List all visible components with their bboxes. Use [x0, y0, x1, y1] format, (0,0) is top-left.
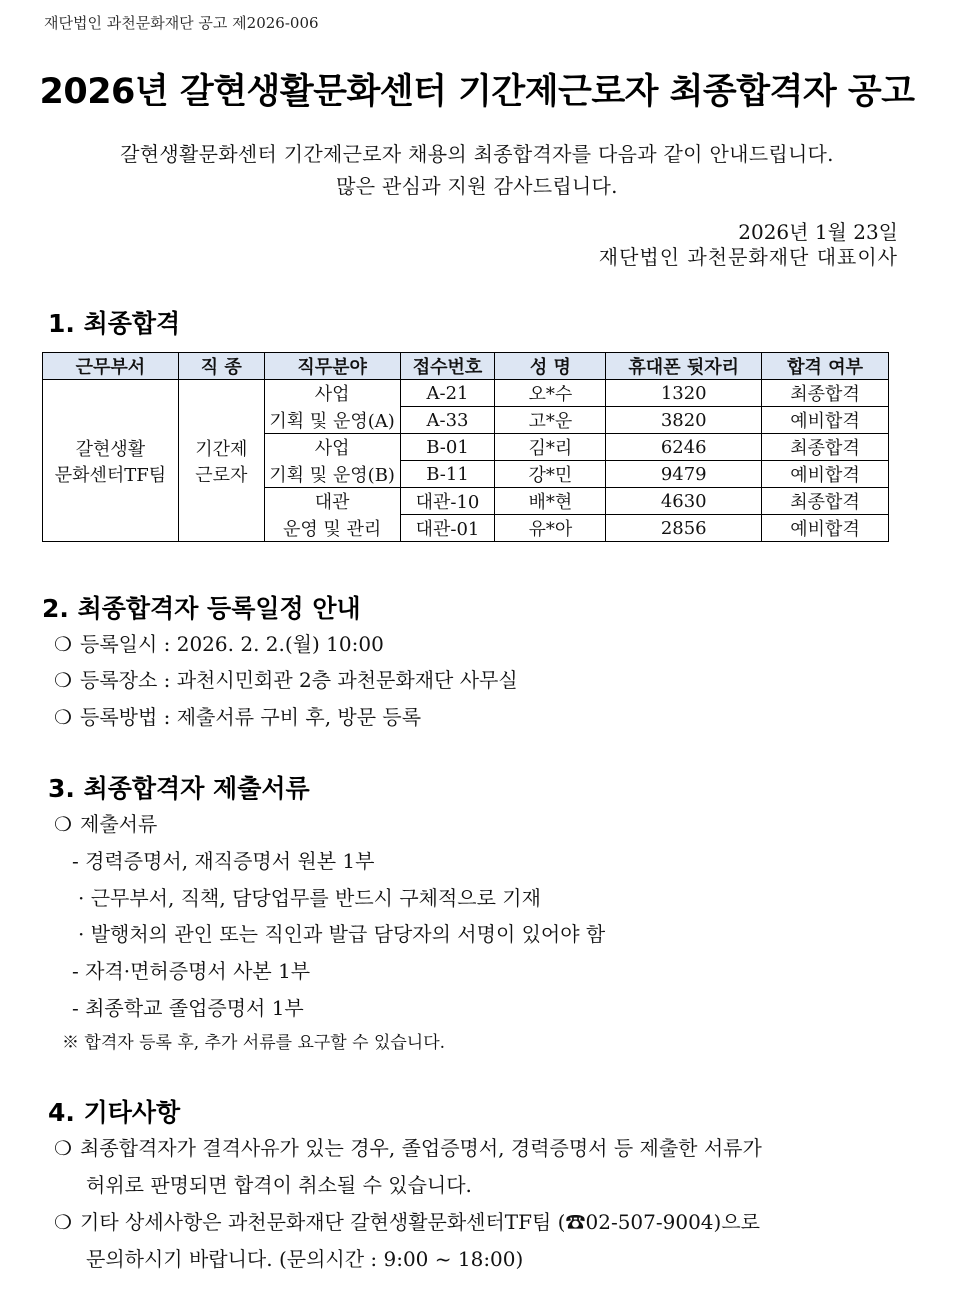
result-cell: 예비합격: [762, 461, 889, 488]
list-item: [54, 1206, 760, 1235]
column-header: 직무분야: [264, 353, 400, 380]
table-header-row: [43, 353, 889, 380]
reg-no-cell: A-33: [400, 407, 495, 434]
department-line: 문화센터TF팀: [54, 464, 167, 486]
column-header: 성 명: [495, 353, 606, 380]
list-item-text: 제출서류: [80, 812, 158, 836]
reg-no-cell: A-21: [400, 380, 495, 407]
department-line: 갈현생활: [75, 438, 146, 460]
section-4-title: 4. 기타사항: [48, 1098, 181, 1127]
result-table: [42, 352, 889, 542]
field-cell: 사업: [264, 434, 400, 461]
circle-bullet-icon: ❍: [54, 1136, 72, 1160]
field-cell: 기획 및 운영(B): [264, 461, 400, 488]
table-row: [43, 380, 889, 407]
list-item-text: 최종합격자가 결격사유가 있는 경우, 졸업증명서, 경력증명서 등 제출한 서류가: [80, 1136, 762, 1160]
job-type-line: 근로자: [195, 464, 248, 486]
list-item-text: 등록방법 : 제출서류 구비 후, 방문 등록: [80, 705, 422, 729]
section-3-title: 3. 최종합격자 제출서류: [48, 774, 310, 803]
list-item-text: 등록장소 : 과천시민회관 2층 과천문화재단 사무실: [80, 668, 518, 692]
list-item: [54, 664, 518, 693]
list-item: [54, 808, 157, 837]
circle-bullet-icon: ❍: [54, 668, 72, 692]
result-cell: 최종합격: [762, 434, 889, 461]
phone-cell: 4630: [606, 488, 762, 515]
result-cell: 예비합격: [762, 407, 889, 434]
list-item: [54, 628, 384, 657]
name-cell: 김*리: [495, 434, 606, 461]
column-header: 휴대폰 뒷자리: [606, 353, 762, 380]
phone-cell: 9479: [606, 461, 762, 488]
circle-bullet-icon: ❍: [54, 705, 72, 729]
reg-no-cell: B-01: [400, 434, 495, 461]
circle-bullet-icon: ❍: [54, 1210, 72, 1234]
job-type-cell: [178, 380, 264, 542]
column-header: 합격 여부: [762, 353, 889, 380]
sub-item: · 발행처의 관인 또는 직인과 발급 담당자의 서명이 있어야 함: [78, 922, 606, 946]
department-cell: [43, 380, 179, 542]
page-title: 2026년 갈현생활문화센터 기간제근로자 최종합격자 공고: [39, 72, 915, 112]
field-cell: 운영 및 관리: [264, 515, 400, 542]
column-header: 근무부서: [43, 353, 179, 380]
sub-item: · 근무부서, 직책, 담당업무를 반드시 구체적으로 기재: [78, 886, 541, 910]
issuer: 재단법인 과천문화재단 대표이사: [598, 245, 898, 269]
note: ※ 합격자 등록 후, 추가 서류를 요구할 수 있습니다.: [62, 1033, 446, 1053]
field-cell: 기획 및 운영(A): [264, 407, 400, 434]
list-item-text: 기타 상세사항은 과천문화재단 갈현생활문화센터TF팀 (☎02-507-9004)으로: [80, 1210, 760, 1234]
section-1-title: 1. 최종합격: [48, 309, 181, 338]
column-header: 접수번호: [400, 353, 495, 380]
sub-item: - 자격·면허증명서 사본 1부: [72, 959, 311, 983]
sub-item: - 경력증명서, 재직증명서 원본 1부: [72, 849, 375, 873]
circle-bullet-icon: ❍: [54, 632, 72, 656]
phone-cell: 3820: [606, 407, 762, 434]
reg-no-cell: B-11: [400, 461, 495, 488]
intro-line-1: 갈현생활문화센터 기간제근로자 채용의 최종합격자를 다음과 같이 안내드립니다.: [120, 142, 834, 166]
list-item-continuation: 문의하시기 바랍니다. (문의시간 : 9:00 ~ 18:00): [86, 1247, 524, 1271]
phone-cell: 6246: [606, 434, 762, 461]
name-cell: 고*운: [495, 407, 606, 434]
column-header: 직 종: [178, 353, 264, 380]
name-cell: 강*민: [495, 461, 606, 488]
reg-no-cell: 대관-10: [400, 488, 495, 515]
notice-number: 재단법인 과천문화재단 공고 제2026-006: [44, 14, 319, 32]
field-cell: 대관: [264, 488, 400, 515]
list-item-continuation: 허위로 판명되면 합격이 취소될 수 있습니다.: [86, 1173, 472, 1197]
name-cell: 유*아: [495, 515, 606, 542]
name-cell: 배*현: [495, 488, 606, 515]
list-item-text: 등록일시 : 2026. 2. 2.(월) 10:00: [80, 632, 384, 656]
notice-date: 2026년 1월 23일: [738, 220, 898, 244]
list-item: [54, 1132, 762, 1161]
job-type-line: 기간제: [195, 438, 248, 460]
section-2-title: 2. 최종합격자 등록일정 안내: [42, 594, 361, 623]
result-cell: 최종합격: [762, 380, 889, 407]
intro-line-2: 많은 관심과 지원 감사드립니다.: [336, 174, 618, 198]
reg-no-cell: 대관-01: [400, 515, 495, 542]
phone-cell: 1320: [606, 380, 762, 407]
field-cell: 사업: [264, 380, 400, 407]
name-cell: 오*수: [495, 380, 606, 407]
result-cell: 예비합격: [762, 515, 889, 542]
circle-bullet-icon: ❍: [54, 812, 72, 836]
list-item: [54, 701, 421, 730]
result-cell: 최종합격: [762, 488, 889, 515]
sub-item: - 최종학교 졸업증명서 1부: [72, 996, 304, 1020]
phone-cell: 2856: [606, 515, 762, 542]
